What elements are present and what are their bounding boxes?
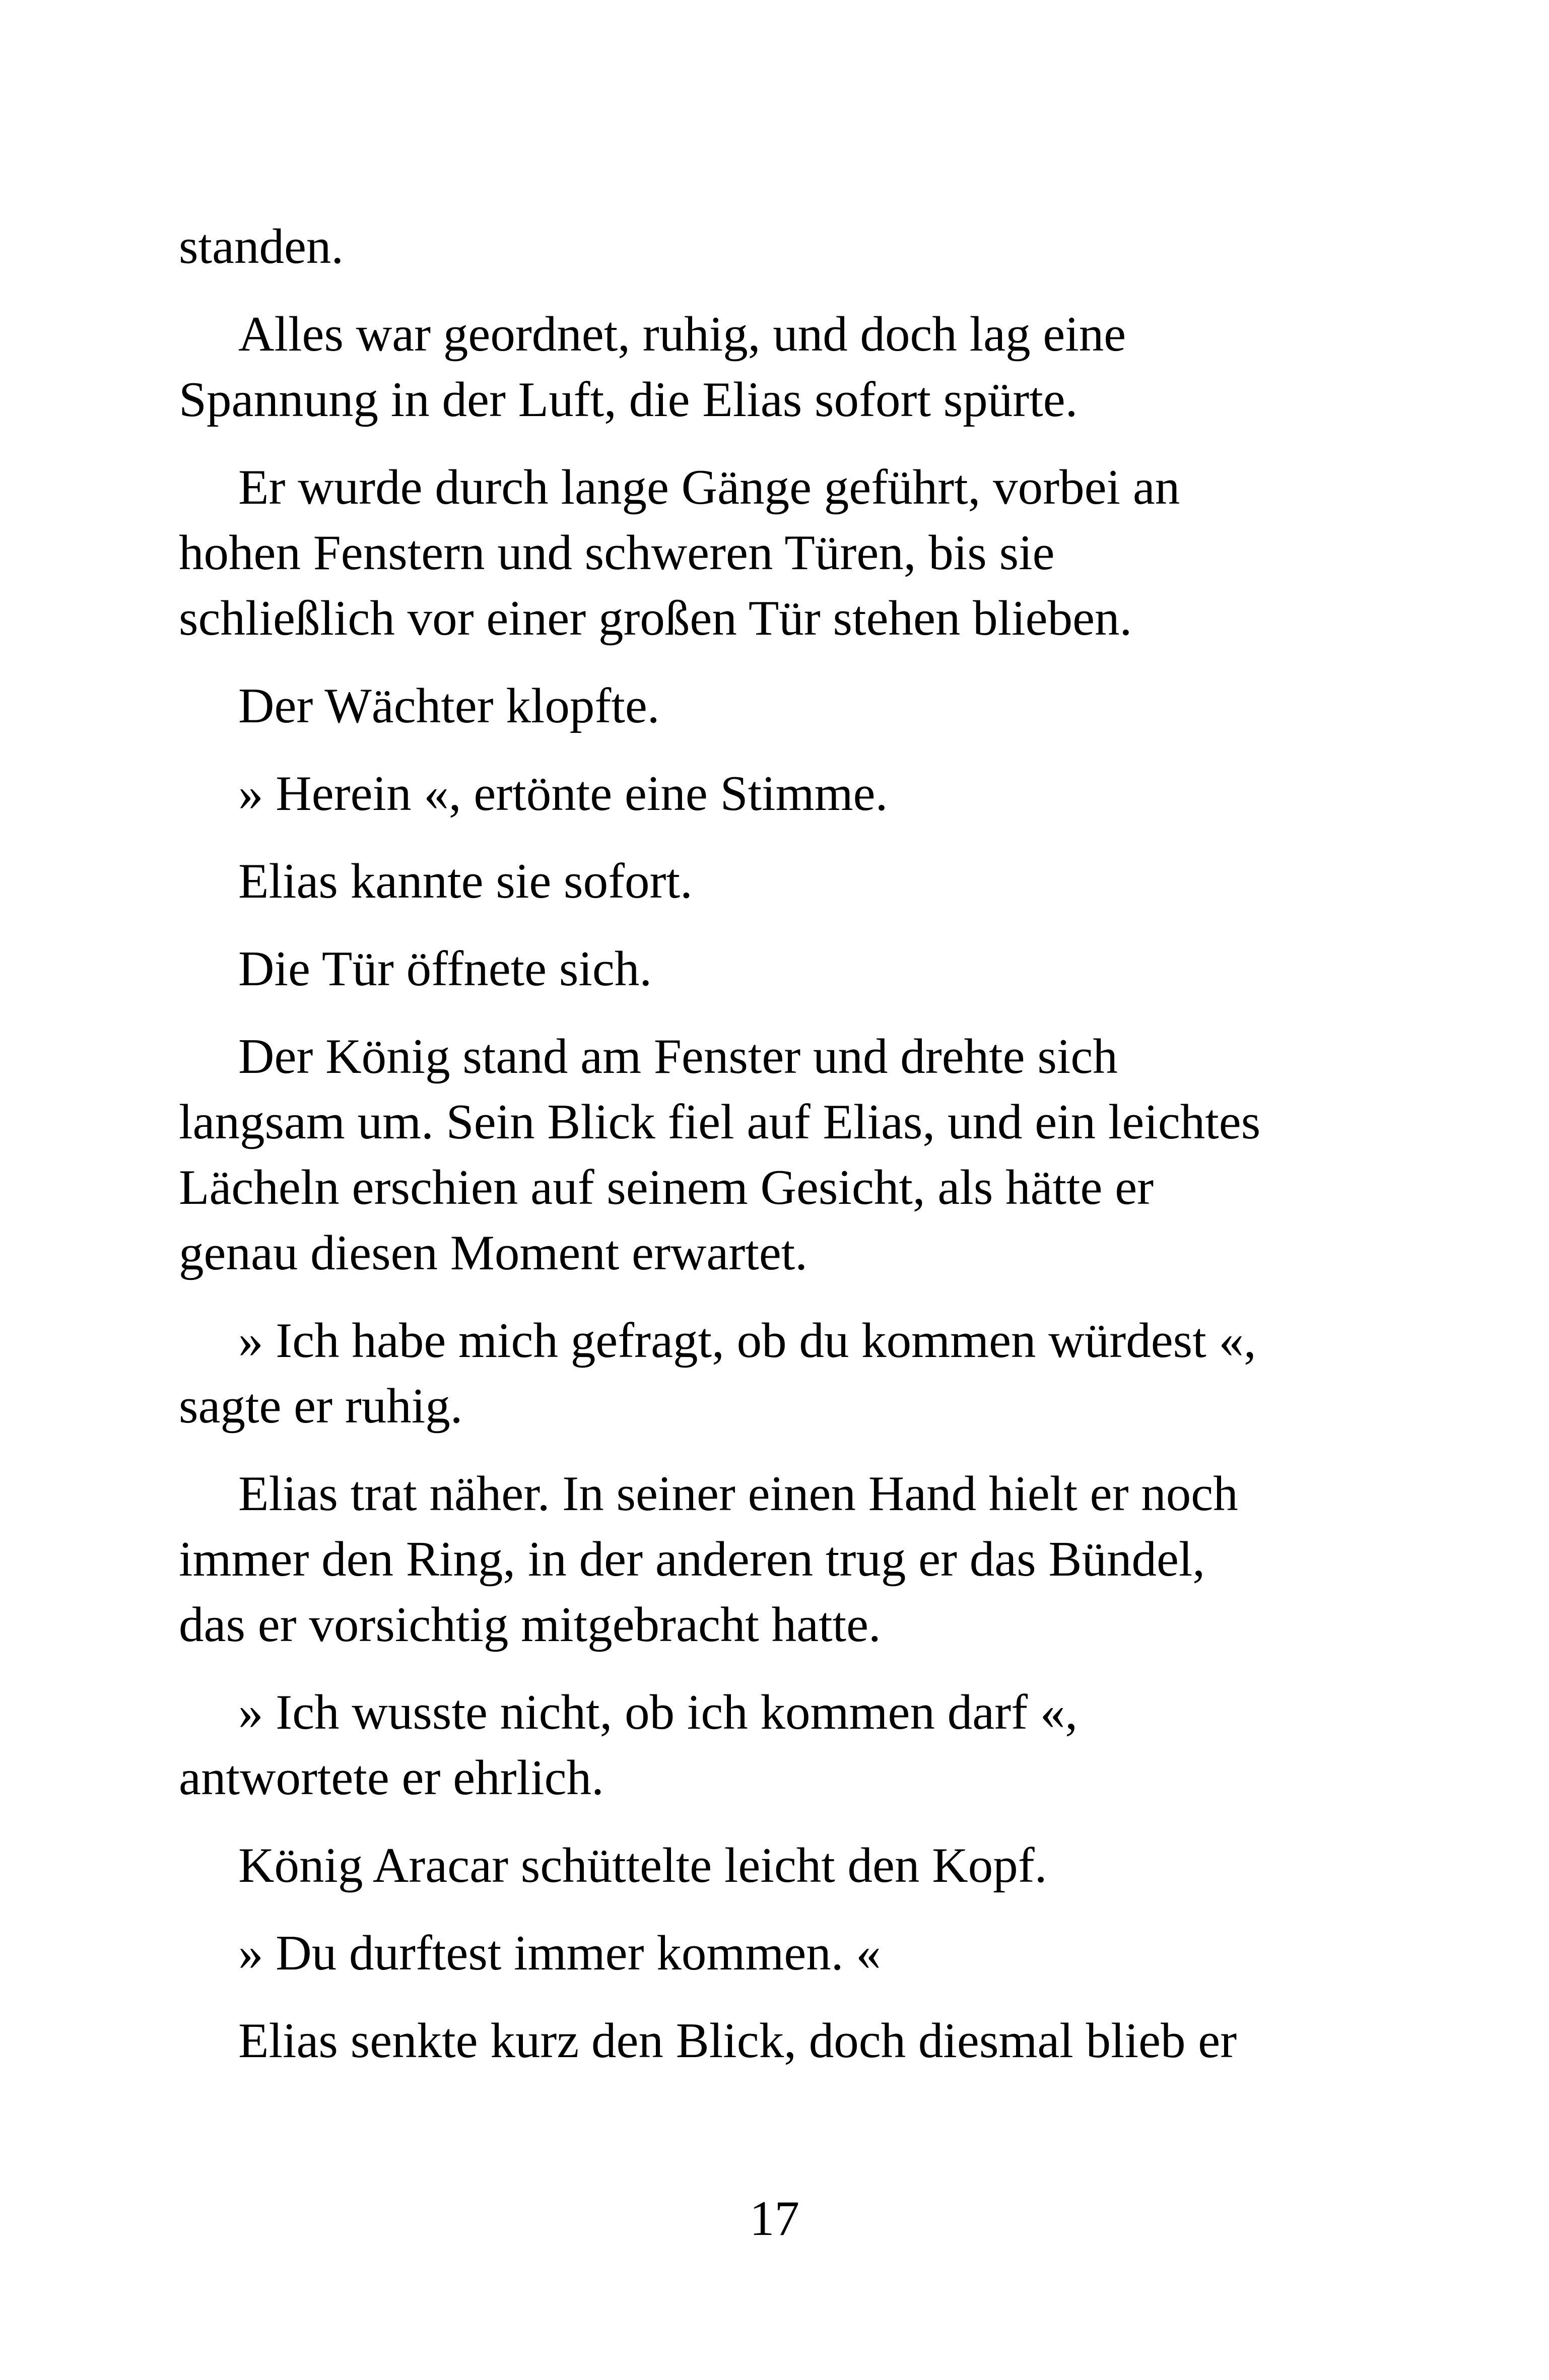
paragraph: Der Wächter klopfte. (238, 678, 660, 733)
paragraph: » Du durftest immer kommen. « (238, 1926, 881, 1981)
paragraph: » Ich wusste nicht, ob ich kommen darf «, antwortete er ehrlich. (179, 1685, 1078, 1805)
paragraph: Elias trat näher. In seiner einen Hand hielt er noch immer den Ring, in der anderen trug er das Bündel, das er vorsichtig mitgebracht hatte. (179, 1466, 1238, 1652)
paragraph: König Aracar schüttelte leicht den Kopf. (238, 1838, 1047, 1893)
paragraph: Der König stand am Fenster und drehte sich langsam um. Sein Blick fiel auf Elias, und ein leichtes Lächeln erschien auf seinem Gesicht, als hätte er genau diesen Moment erwartet. (179, 1029, 1261, 1280)
paragraph: Alles war geordnet, ruhig, und doch lag eine Spannung in der Luft, die Elias sofort spürte. (179, 307, 1126, 427)
paragraph: Er wurde durch lange Gänge geführt, vorbei an hohen Fenstern und schweren Türen, bis sie schließlich vor einer großen Tür stehen blieben. (179, 460, 1180, 646)
paragraph: Elias kannte sie sofort. (238, 854, 693, 909)
paragraph: Elias senkte kurz den Blick, doch diesmal blieb er (238, 2013, 1237, 2068)
paragraph: Die Tür öffnete sich. (238, 941, 652, 996)
paragraph: » Ich habe mich gefragt, ob du kommen würdest «, sagte er ruhig. (179, 1313, 1256, 1434)
page-text (179, 214, 1368, 2096)
page-number: 17 (750, 2191, 799, 2246)
paragraph: standen. (179, 219, 344, 274)
paragraph: » Herein «, ertönte eine Stimme. (238, 766, 888, 821)
